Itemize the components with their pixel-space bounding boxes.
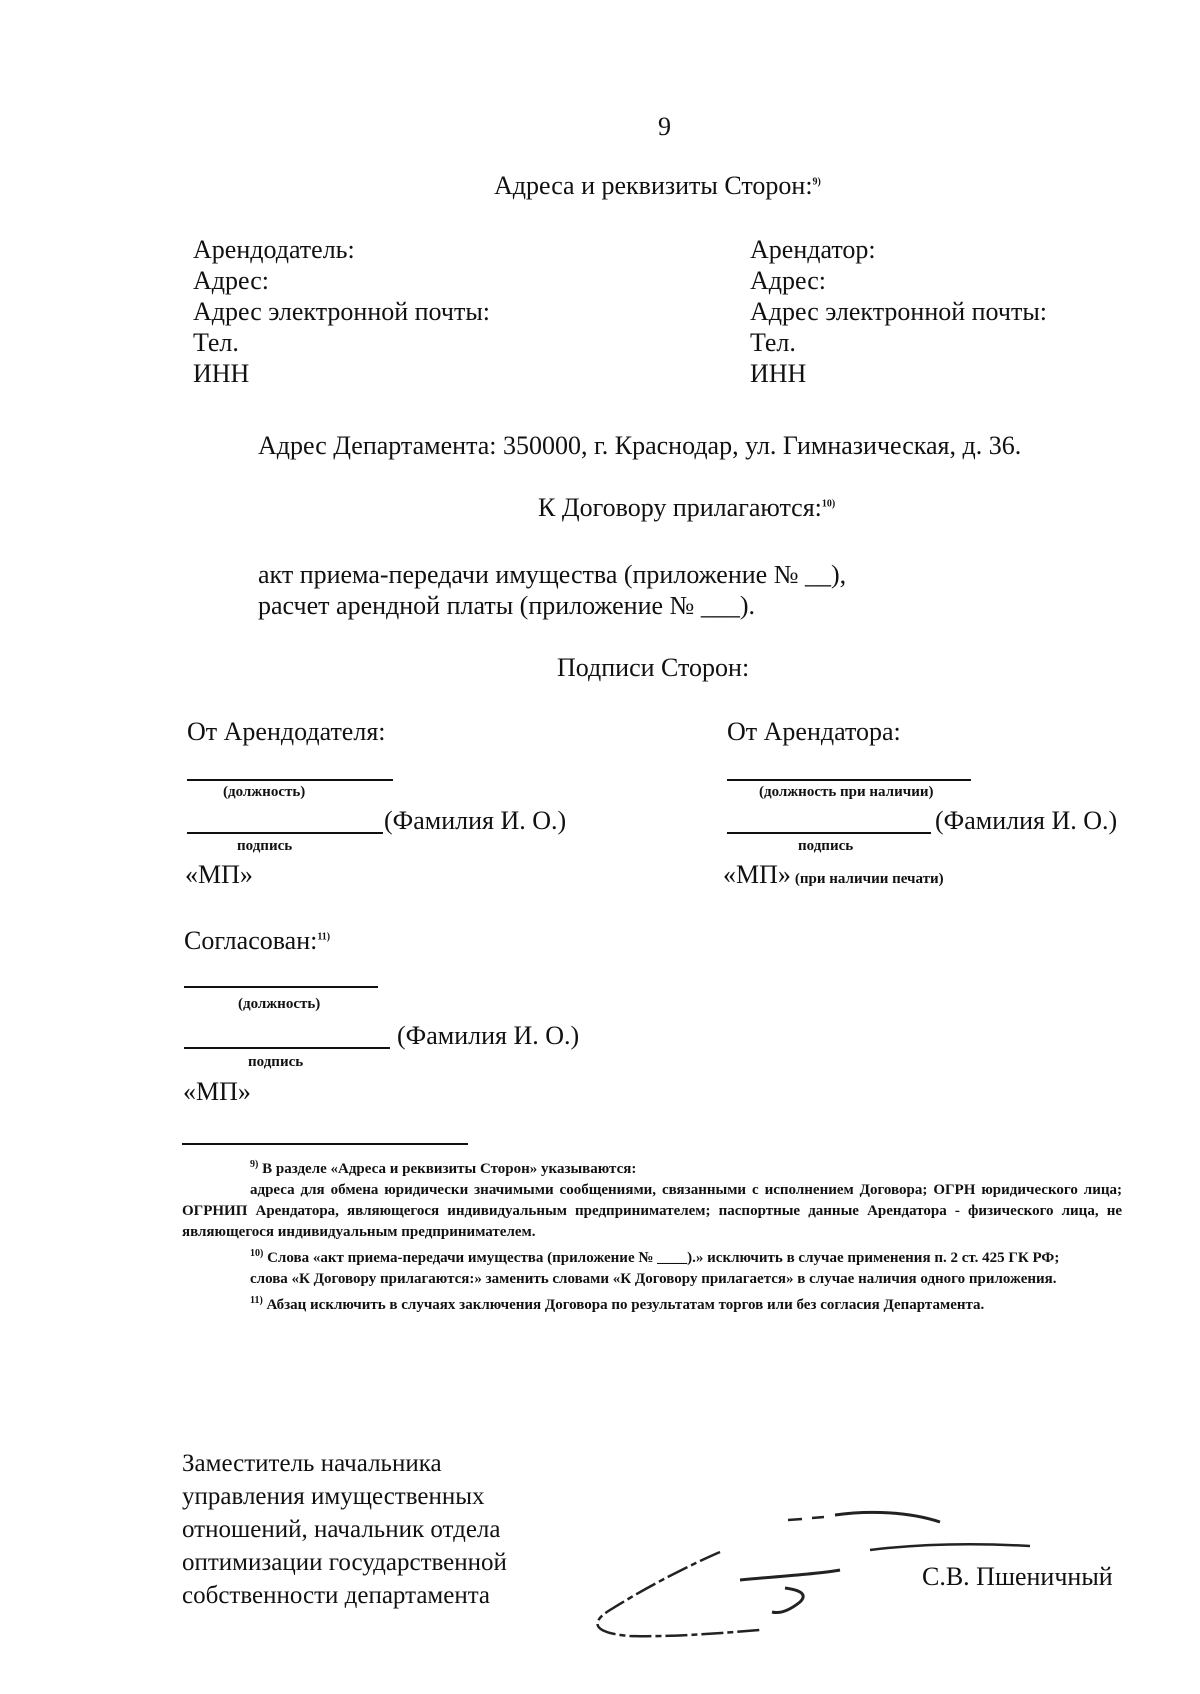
tenant-seal-note: (при наличии печати) — [794, 871, 944, 887]
agreed-name-caption: (Фамилия И. О.) — [397, 1021, 580, 1050]
signatory-title — [182, 1447, 507, 1612]
signatory-title-line: управления имущественных — [182, 1483, 485, 1510]
landlord-email: Адрес электронной почты: — [193, 297, 491, 326]
tenant-address: Адрес: — [750, 266, 826, 295]
agreed-position-line — [184, 986, 378, 988]
tenant-seal-mark: «МП» — [723, 860, 791, 889]
from-landlord-heading: От Арендодателя: — [187, 717, 386, 746]
footnote-9-title-text: В разделе «Адреса и реквизиты Сторон» указываются: — [262, 1161, 637, 1177]
footnote-9-mark: 9) — [250, 1159, 259, 1170]
landlord-seal: «МП» — [185, 860, 253, 889]
tenant-email: Адрес электронной почты: — [750, 297, 1048, 326]
landlord-requisites — [193, 234, 490, 389]
tenant-position-line — [727, 779, 971, 781]
footnote-ref-9: 9) — [812, 176, 821, 188]
footnote-9-text: адреса для обмена юридически значимыми сообщениями, связанными с исполнением Договора; ОГРН юридического лица; ОГРНИП Арендатора, являющегося индивидуальным предпринимателем; паспортные данные Арендатора - физического лица, не являющегося индивидуальным предпринимателем. — [182, 1182, 1122, 1240]
tenant-inn: ИНН — [750, 359, 807, 388]
tenant-seal — [723, 860, 944, 890]
tenant-signature-caption: подпись — [798, 838, 854, 854]
department-address: Адрес Департамента: 350000, г. Краснодар, ул. Гимназическая, д. 36. — [258, 431, 1022, 460]
footnote-10-mark: 10) — [250, 1248, 264, 1259]
from-tenant-heading: От Арендатора: — [727, 717, 901, 746]
landlord-phone: Тел. — [193, 328, 239, 357]
footnote-9-title — [182, 1154, 1122, 1180]
attachments-title — [538, 493, 835, 523]
footnote-10-text-2: слова «К Договору прилагаются:» заменить словами «К Договору прилагается» в случае наличия одного приложения. — [250, 1271, 1057, 1287]
signatory-title-line: оптимизации государственной — [182, 1549, 507, 1576]
landlord-position-caption: (должность) — [223, 784, 306, 800]
footnote-11-text — [182, 1290, 1122, 1316]
tenant-requisites — [750, 234, 1047, 389]
attachment-item: акт приема-передачи имущества (приложение № __), — [258, 560, 847, 589]
requisites-title — [494, 171, 821, 201]
signatory-title-line: собственности департамента — [182, 1582, 491, 1609]
attachments-title-text: К Договору прилагаются: — [538, 493, 822, 522]
attachments-list — [258, 559, 846, 621]
footnote-ref-10: 10) — [821, 498, 836, 510]
agreed-signature-caption: подпись — [248, 1054, 304, 1070]
footnote-separator — [182, 1143, 468, 1145]
page-number: 9 — [658, 112, 671, 141]
landlord-name-caption: (Фамилия И. О.) — [384, 806, 567, 835]
agreed-seal: «МП» — [183, 1077, 251, 1106]
signatory-title-line: Заместитель начальника — [182, 1450, 442, 1477]
attachment-item: расчет арендной платы (приложение № ___). — [258, 591, 755, 620]
agreed-signature-line — [184, 1047, 390, 1049]
footnote-10-text-1 — [182, 1243, 1122, 1269]
tenant-signature-line — [727, 832, 931, 834]
footnote-10-text-1-body: Слова «акт приема-передачи имущества (приложение № ____).» исключить в случае применения п. 2 ст. 425 ГК РФ; — [267, 1250, 1060, 1266]
agreed-heading-text: Согласован: — [184, 926, 318, 955]
footnote-11-mark: 11) — [250, 1295, 263, 1306]
signatures-title: Подписи Сторон: — [557, 653, 750, 682]
tenant-name-caption: (Фамилия И. О.) — [935, 806, 1118, 835]
landlord-address: Адрес: — [193, 266, 269, 295]
landlord-inn: ИНН — [193, 359, 250, 388]
landlord-position-line — [187, 779, 393, 781]
footnote-ref-11: 11) — [317, 931, 331, 943]
footnotes — [182, 1154, 1122, 1316]
tenant-heading: Арендатор: — [750, 235, 876, 264]
footnote-11-text-body: Абзац исключить в случаях заключения Договора по результатам торгов или без согласия Департамента. — [266, 1297, 985, 1313]
requisites-title-text: Адреса и реквизиты Сторон: — [494, 171, 813, 200]
signatory-name: С.В. Пшеничный — [922, 1562, 1113, 1591]
signatory-title-line: отношений, начальник отдела — [182, 1516, 501, 1543]
agreed-heading — [184, 926, 330, 956]
landlord-heading: Арендодатель: — [193, 235, 355, 264]
tenant-phone: Тел. — [750, 328, 796, 357]
landlord-signature-caption: подпись — [237, 838, 293, 854]
landlord-signature-line — [187, 832, 383, 834]
tenant-position-caption: (должность при наличии) — [759, 784, 934, 800]
agreed-position-caption: (должность) — [238, 996, 321, 1012]
